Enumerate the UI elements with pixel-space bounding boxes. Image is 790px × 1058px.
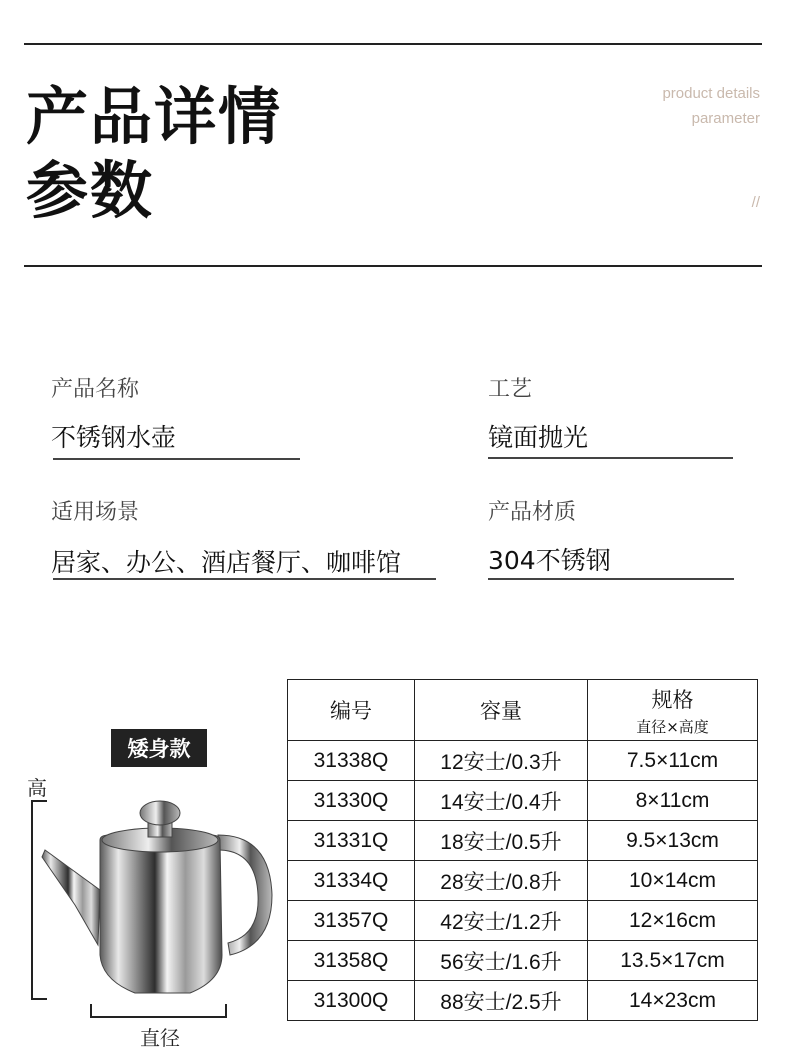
col-header-code: 编号 xyxy=(288,680,415,741)
field-label-name: 产品名称 xyxy=(51,377,140,402)
cell-capacity: 28安士/0.8升 xyxy=(415,861,588,901)
cell-spec: 7.5×11cm xyxy=(588,741,758,781)
cell-code: 31338Q xyxy=(288,741,415,781)
field-label-craft: 工艺 xyxy=(488,377,533,402)
col-header-spec-sub: 直径×高度 xyxy=(636,717,709,736)
spout xyxy=(42,850,100,945)
spec-table xyxy=(287,679,758,1021)
table-row xyxy=(288,861,758,901)
diameter-indicator xyxy=(90,1016,227,1018)
cell-capacity: 56安士/1.6升 xyxy=(415,941,588,981)
cell-spec: 13.5×17cm xyxy=(588,941,758,981)
field-value-material: 304不锈钢 xyxy=(488,546,611,575)
field-underline-craft xyxy=(488,457,733,459)
cell-capacity: 42安士/1.2升 xyxy=(415,901,588,941)
field-label-usage: 适用场景 xyxy=(51,500,140,525)
cell-code: 31300Q xyxy=(288,981,415,1021)
table-row xyxy=(288,981,758,1021)
table-row xyxy=(288,941,758,981)
field-label-material: 产品材质 xyxy=(488,500,577,525)
handle xyxy=(218,835,272,955)
cell-code: 31330Q xyxy=(288,781,415,821)
cell-code: 31334Q xyxy=(288,861,415,901)
cell-capacity: 88安士/2.5升 xyxy=(415,981,588,1021)
cell-spec: 9.5×13cm xyxy=(588,821,758,861)
knob xyxy=(140,801,180,825)
table-row xyxy=(288,821,758,861)
col-header-spec xyxy=(588,680,758,741)
english-subtitle-2: parameter xyxy=(691,110,760,127)
table-row xyxy=(288,741,758,781)
table-row xyxy=(288,901,758,941)
cell-spec: 8×11cm xyxy=(588,781,758,821)
cell-code: 31331Q xyxy=(288,821,415,861)
height-label: 高 xyxy=(27,776,47,800)
table-header-row xyxy=(288,680,758,741)
col-header-spec-label: 规格 xyxy=(651,687,694,712)
cell-capacity: 12安士/0.3升 xyxy=(415,741,588,781)
cell-spec: 10×14cm xyxy=(588,861,758,901)
field-value-craft: 镜面抛光 xyxy=(488,423,589,452)
top-rule xyxy=(24,43,762,45)
cell-capacity: 18安士/0.5升 xyxy=(415,821,588,861)
body xyxy=(100,835,222,993)
cell-spec: 14×23cm xyxy=(588,981,758,1021)
field-underline-usage xyxy=(53,578,436,580)
cell-code: 31358Q xyxy=(288,941,415,981)
col-header-capacity: 容量 xyxy=(415,680,588,741)
teapot-image xyxy=(40,795,280,1005)
field-value-name: 不锈钢水壶 xyxy=(51,423,177,452)
diameter-cap-right xyxy=(225,1004,227,1018)
page-title-line1: 产品详情 xyxy=(26,80,283,153)
diameter-label: 直径 xyxy=(140,1026,180,1050)
field-underline-material xyxy=(488,578,734,580)
page-title-line2: 参数 xyxy=(26,154,155,227)
cell-code: 31357Q xyxy=(288,901,415,941)
english-subtitle-1: product details xyxy=(662,85,760,102)
table-row xyxy=(288,781,758,821)
variant-badge: 矮身款 xyxy=(111,729,207,767)
header-bottom-rule xyxy=(24,265,762,267)
field-value-usage: 居家、办公、酒店餐厅、咖啡馆 xyxy=(51,548,402,577)
cell-spec: 12×16cm xyxy=(588,901,758,941)
field-underline-name xyxy=(53,458,300,460)
slash-mark: // xyxy=(751,194,760,211)
cell-capacity: 14安士/0.4升 xyxy=(415,781,588,821)
height-indicator xyxy=(31,800,33,1000)
